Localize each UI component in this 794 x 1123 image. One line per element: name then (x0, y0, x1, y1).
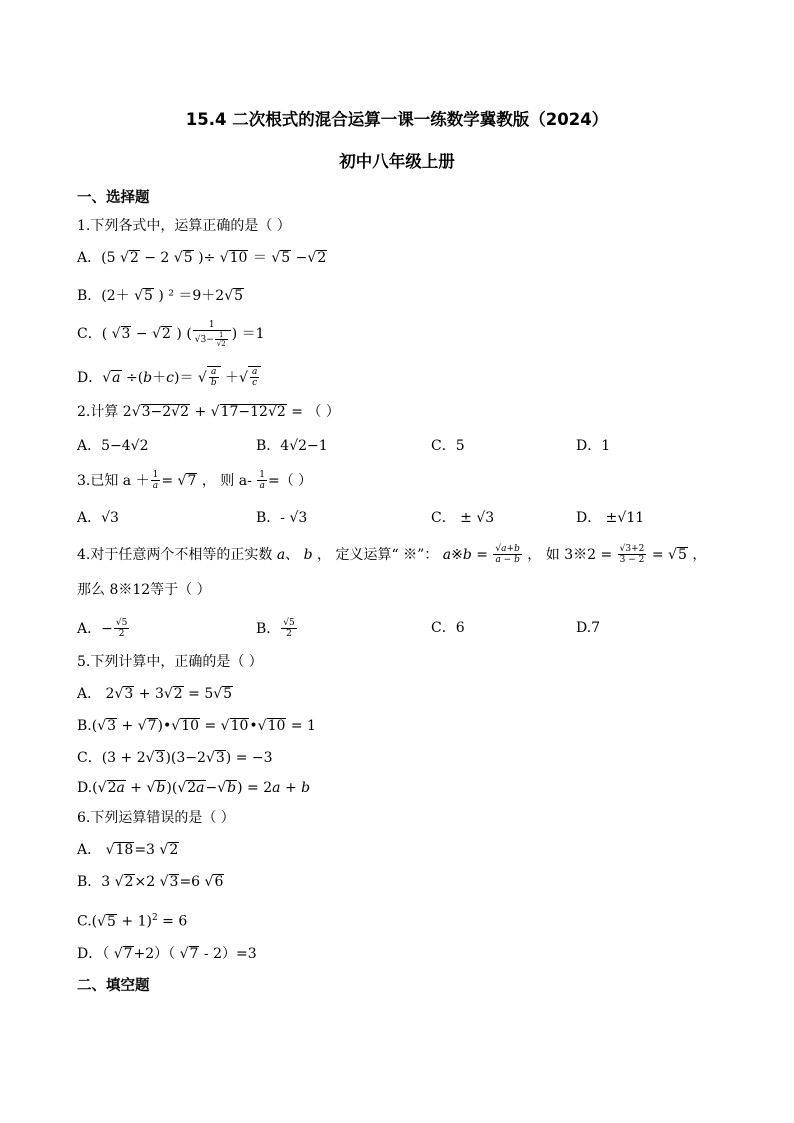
question-2-option-d: D．1 (576, 438, 611, 454)
question-6-option-c: $C.(√5 + 1)^2 = 6$ (77, 913, 188, 930)
question-3-option-c: C． ± √3 (431, 510, 495, 526)
question-4-option-d: D.7 (576, 620, 601, 636)
question-2-option-c: C．5 (431, 438, 465, 454)
question-3-option-b: B．- √3 (256, 510, 308, 526)
question-5-option-b: B.(√3 + √7)•√10 = √10•√10 = 1 (77, 718, 316, 734)
question-4-option-c: C．6 (431, 620, 465, 636)
question-4-stem-line2: 那么 8※12等于（ ） (77, 582, 211, 598)
question-5-option-c: C．(3 + 2√3)(3−2√3) = −3 (77, 750, 273, 766)
question-1-option-c: C．( √3 − √2 ) ( 1 √3− $\frac{1}{√2}$ ) ＝1 (77, 320, 265, 349)
question-5-option-a: A． 2√3 + 3√2 = 5√5 (77, 686, 233, 702)
question-1-stem: 1.下列各式中，运算正确的是（ ） (77, 218, 291, 234)
section-heading-fill-in: 二、填空题 (77, 978, 150, 994)
document-subtitle: 初中八年级上册 (339, 152, 455, 171)
question-4-option-a: A．− $\frac{√5}{2}$ (77, 618, 128, 640)
section-heading-choice: 一、选择题 (77, 190, 150, 206)
question-6-option-a: A． √18=3 √2 (77, 842, 179, 858)
question-4-option-b: B． $\frac{√5}{2}$ (256, 618, 295, 640)
document-title: 15.4 二次根式的混合运算一课一练数学冀教版（2024） (185, 110, 609, 129)
question-5-stem: 5.下列计算中，正确的是（ ） (77, 654, 263, 670)
question-1-option-b: B．(2＋ √5 ) ² ＝9＋2√5 (77, 288, 244, 304)
question-4-stem: 4.对于任意两个不相等的正实数 a、 b ， 定义运算“ ※”： a※b = $\frac{√a+b}{a - b}$ ， 如 3※2 = $\frac{√3+2}{3 - 2}$ = √5 ， (77, 544, 707, 566)
question-2-option-b: B．4√2−1 (256, 438, 328, 454)
question-2-option-a: A．5−4√2 (77, 438, 149, 454)
question-6-stem: 6.下列运算错误的是（ ） (77, 810, 235, 826)
question-3-option-d: D． ±√11 (576, 510, 645, 526)
question-1-option-a: A．(5 √2 − 2 √5 )÷ √10 ＝ √5 −√2 (77, 250, 327, 266)
question-6-option-d: D．（ √7+2）（ √7 - 2）=3 (77, 946, 257, 962)
question-5-option-d: D.(√2a + √b)(√2a−√b) = 2a + b (77, 780, 311, 796)
question-3-option-a: A．√3 (77, 510, 119, 526)
question-3-stem: 3.已知 a ＋ $\frac{1}{a}$ = √7 ， 则 a- $\frac{1}{a}$ =（ ） (77, 470, 313, 492)
question-6-option-b: B．3 √2×2 √3=6 √6 (77, 874, 224, 890)
question-2-stem: 2.计算 2√3−2√2 + √17−12√2 = （ ） (77, 404, 340, 420)
question-1-option-d: D．√a ÷(b＋c)＝ √ $\frac{a}{b}$ ＋√ $\frac{a}{c}$ (77, 366, 261, 389)
